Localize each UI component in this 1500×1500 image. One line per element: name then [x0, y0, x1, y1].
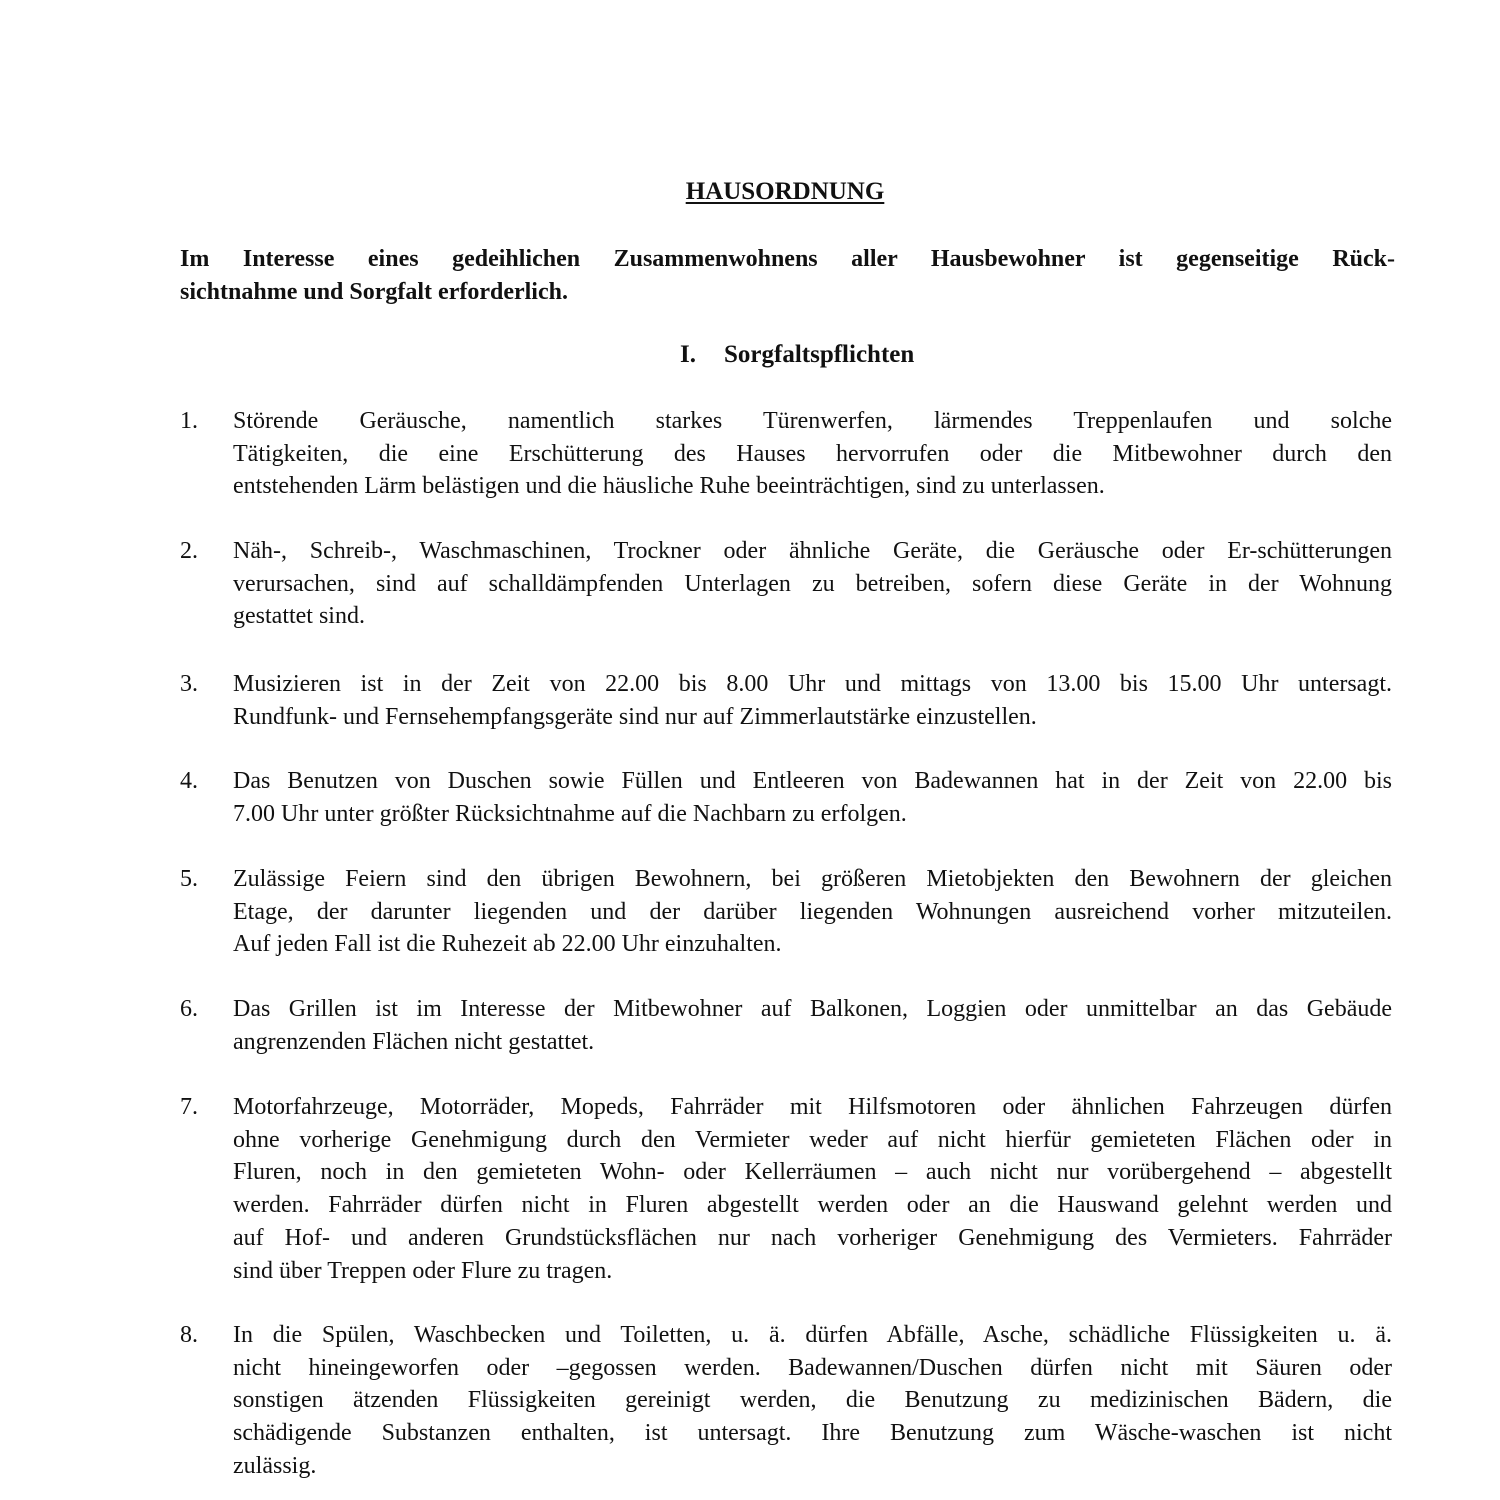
item-line: auf Hof- und anderen Grundstücksflächen nur nach vorheriger Genehmigung des Vermieters. Fahrräder [233, 1224, 1392, 1251]
list-item [180, 1091, 1392, 1287]
item-number: 5. [180, 866, 198, 892]
item-text [233, 535, 1392, 633]
list-item [180, 405, 1392, 503]
item-line: Störende Geräusche, namentlich starkes Türenwerfen, lärmendes Treppenlaufen und solche [233, 408, 1392, 434]
item-text [233, 993, 1392, 1058]
item-line: werden. Fahrräder dürfen nicht in Fluren abgestellt werden oder an die Hauswand gelehnt werden und [233, 1192, 1392, 1219]
item-line: ohne vorherige Genehmigung durch den Vermieter weder auf nicht hierfür gemieteten Flächen oder in [233, 1126, 1392, 1153]
item-line: Auf jeden Fall ist die Ruhezeit ab 22.00 Uhr einzuhalten. [233, 931, 782, 958]
item-line: zulässig. [233, 1452, 317, 1479]
section-number: I. [680, 341, 696, 368]
item-line: In die Spülen, Waschbecken und Toiletten, u. ä. dürfen Abfälle, Asche, schädliche Flüssigkeiten u. ä. [233, 1322, 1392, 1348]
item-line: Zulässige Feiern sind den übrigen Bewohnern, bei größeren Mietobjekten den Bewohnern der gleichen [233, 866, 1392, 892]
item-line: nicht hineingeworfen oder –gegossen werden. Badewannen/Duschen dürfen nicht mit Säuren oder [233, 1354, 1392, 1381]
item-number: 6. [180, 996, 198, 1022]
item-text [233, 1319, 1392, 1483]
item-number: 4. [180, 768, 198, 794]
list-item [180, 1319, 1392, 1483]
item-line: verursachen, sind auf schalldämpfenden Unterlagen zu betreiben, sofern diese Geräte in der Wohnung [233, 570, 1392, 597]
intro-paragraph [180, 243, 1395, 309]
item-line: Musizieren ist in der Zeit von 22.00 bis 8.00 Uhr und mittags von 13.00 bis 15.00 Uhr untersagt. [233, 671, 1392, 697]
item-number: 2. [180, 538, 198, 564]
item-number: 3. [180, 671, 198, 697]
item-text [233, 863, 1392, 961]
item-line: entstehenden Lärm belästigen und die häusliche Ruhe beeinträchtigen, sind zu unterlassen. [233, 473, 1105, 500]
item-number: 1. [180, 408, 198, 434]
item-line: Näh-, Schreib-, Waschmaschinen, Trockner oder ähnliche Geräte, die Geräusche oder Er-schütterungen [233, 538, 1392, 564]
list-item [180, 993, 1392, 1058]
item-number: 8. [180, 1322, 198, 1348]
document-title: HAUSORDNUNG [685, 178, 885, 205]
item-line: Motorfahrzeuge, Motorräder, Mopeds, Fahrräder mit Hilfsmotoren oder ähnlichen Fahrzeugen dürfen [233, 1094, 1392, 1120]
item-line: angrenzenden Flächen nicht gestattet. [233, 1028, 595, 1055]
item-line: Fluren, noch in den gemieteten Wohn- oder Kellerräumen – auch nicht nur vorübergehend – abgestellt [233, 1159, 1392, 1186]
item-line: Tätigkeiten, die eine Erschütterung des Hauses hervorrufen oder die Mitbewohner durch den [233, 440, 1392, 467]
item-line: gestattet sind. [233, 603, 365, 630]
item-line: schädigende Substanzen enthalten, ist untersagt. Ihre Benutzung zum Wäsche-waschen ist nicht [233, 1420, 1392, 1447]
list-item [180, 535, 1392, 633]
section-heading [680, 341, 914, 369]
item-text [233, 405, 1392, 503]
item-line: Das Grillen ist im Interesse der Mitbewohner auf Balkonen, Loggien oder unmittelbar an das Gebäude [233, 996, 1392, 1022]
item-text [233, 668, 1392, 733]
item-text [233, 1091, 1392, 1287]
list-item [180, 668, 1392, 733]
item-number: 7. [180, 1094, 198, 1120]
section-title: Sorgfaltspflichten [724, 341, 915, 368]
intro-line: Im Interesse eines gedeihlichen Zusammenwohnens aller Hausbewohner ist gegenseitige Rück- [180, 246, 1395, 272]
item-line: 7.00 Uhr unter größter Rücksichtnahme auf die Nachbarn zu erfolgen. [233, 800, 907, 827]
item-text [233, 765, 1392, 830]
item-line: Etage, der darunter liegenden und der darüber liegenden Wohnungen ausreichend vorher mitzuteilen. [233, 898, 1392, 925]
item-line: Das Benutzen von Duschen sowie Füllen und Entleeren von Badewannen hat in der Zeit von 22.00 bis [233, 768, 1392, 794]
list-item [180, 765, 1392, 830]
item-line: sind über Treppen oder Flure zu tragen. [233, 1257, 613, 1284]
item-line: Rundfunk- und Fernsehempfangsgeräte sind nur auf Zimmerlautstärke einzustellen. [233, 703, 1037, 730]
list-item [180, 863, 1392, 961]
intro-line: sichtnahme und Sorgfalt erforderlich. [180, 279, 568, 305]
item-line: sonstigen ätzenden Flüssigkeiten gereinigt werden, die Benutzung zu medizinischen Bädern, die [233, 1387, 1392, 1414]
